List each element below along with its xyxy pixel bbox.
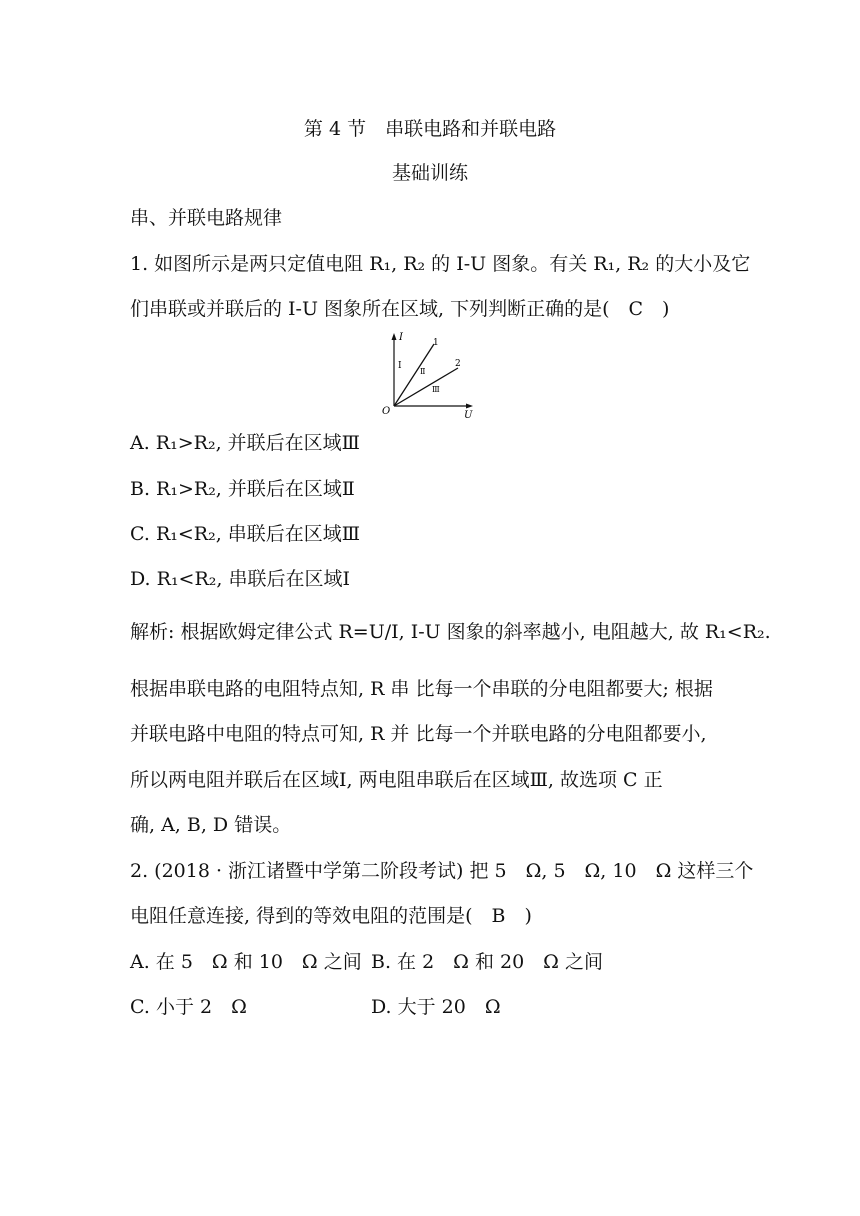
q1-analysis-line3: 并联电路中电阻的特点可知, R 并 比每一个并联电路的分电阻都要小, bbox=[130, 723, 707, 745]
x-axis-label: U bbox=[464, 410, 473, 420]
section-heading: 串、并联电路规律 bbox=[130, 207, 283, 229]
iu-graph bbox=[366, 330, 478, 420]
y-axis-label: I bbox=[399, 332, 403, 343]
resistor-line-2 bbox=[394, 368, 458, 406]
q1-option-b: B. R₁>R₂, 并联后在区域Ⅱ bbox=[130, 478, 355, 500]
q1-text-line1: 1. 如图所示是两只定值电阻 R₁, R₂ 的 I-U 图象。有关 R₁, R₂ 的大小及它 bbox=[130, 253, 751, 275]
q2-option-c: C. 小于 2 Ω bbox=[130, 996, 247, 1018]
q1-option-c: C. R₁<R₂, 串联后在区域Ⅲ bbox=[130, 523, 361, 545]
q2-text-line2: 电阻任意连接, 得到的等效电阻的范围是( B ) bbox=[130, 905, 532, 927]
q1-analysis-line5: 确, A, B, D 错误。 bbox=[130, 814, 292, 836]
region-3-label: Ⅲ bbox=[432, 385, 440, 394]
q1-option-a: A. R₁>R₂, 并联后在区域Ⅲ bbox=[130, 432, 360, 454]
q1-analysis-line2: 根据串联电路的电阻特点知, R 串 比每一个串联的分电阻都要大; 根据 bbox=[130, 678, 713, 700]
page-subtitle: 基础训练 bbox=[391, 162, 468, 184]
resistor-line-1 bbox=[394, 344, 434, 406]
q2-text-line1: 2. (2018 · 浙江诸暨中学第二阶段考试) 把 5 Ω, 5 Ω, 10 Ω 这样三个 bbox=[130, 860, 754, 882]
y-axis-arrow bbox=[392, 333, 397, 340]
line-1-label: 1 bbox=[433, 338, 439, 348]
x-axis-arrow bbox=[466, 404, 473, 409]
q2-option-a: A. 在 5 Ω 和 10 Ω 之间 bbox=[130, 951, 362, 973]
line-2-label: 2 bbox=[455, 359, 461, 369]
q1-text-line2: 们串联或并联后的 I-U 图象所在区域, 下列判断正确的是( C ) bbox=[130, 298, 670, 320]
page-title: 第 4 节 串联电路和并联电路 bbox=[303, 118, 557, 140]
q1-analysis-line4: 所以两电阻并联后在区域Ⅰ, 两电阻串联后在区域Ⅲ, 故选项 C 正 bbox=[130, 769, 663, 791]
origin-label: O bbox=[382, 406, 391, 417]
q2-option-d: D. 大于 20 Ω bbox=[371, 996, 501, 1018]
q1-analysis-line1: 解析: 根据欧姆定律公式 R=U/I, I-U 图象的斜率越小, 电阻越大, 故 R₁<R₂. bbox=[130, 621, 771, 643]
q2-option-b: B. 在 2 Ω 和 20 Ω 之间 bbox=[371, 951, 603, 973]
region-2-label: Ⅱ bbox=[420, 367, 426, 376]
region-1-label: Ⅰ bbox=[398, 361, 402, 371]
q1-option-d: D. R₁<R₂, 串联后在区域Ⅰ bbox=[130, 568, 350, 590]
